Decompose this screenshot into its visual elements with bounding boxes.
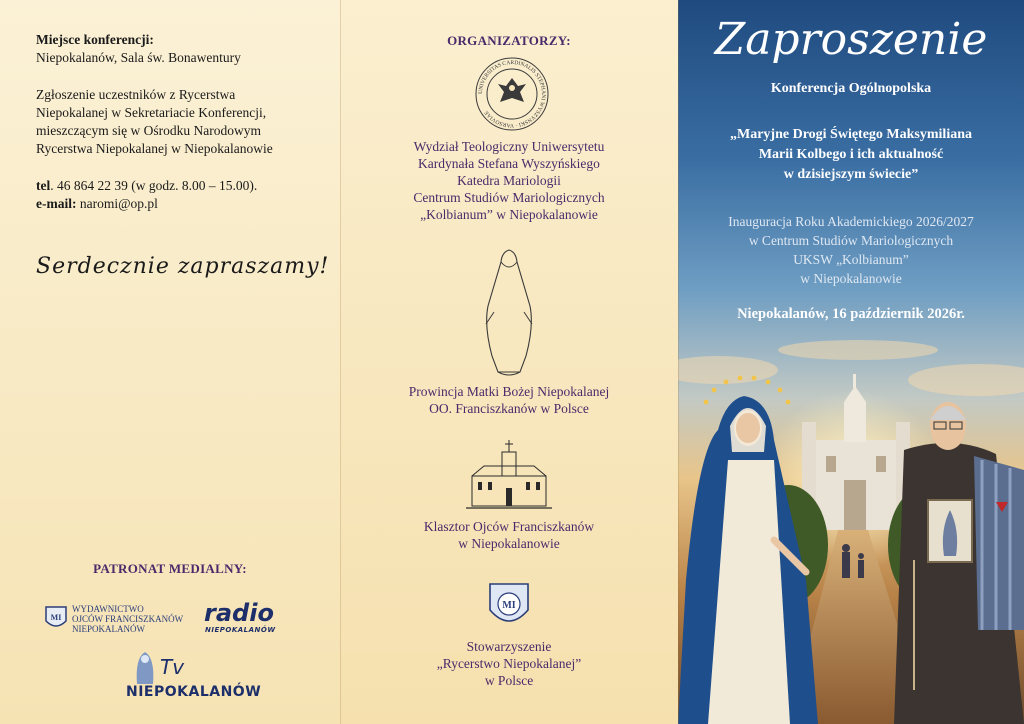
phone-label: tel bbox=[36, 178, 51, 193]
org3-line-1: Klasztor Ojców Franciszkanów bbox=[423, 519, 595, 534]
right-panel bbox=[678, 0, 1024, 724]
org2-line-1: Prowincja Matki Bożej Niepokalanej bbox=[408, 384, 610, 399]
org1-line-3: Katedra Mariologii bbox=[457, 173, 561, 188]
seal-lettering: UNIVERSITAS CARDINALIS STEPHANI WYSZYNSKI · VARSOVIAE bbox=[477, 59, 547, 129]
venue-value: Niepokalanów, Sala św. Bonawentury bbox=[36, 50, 241, 65]
registration-line-4: Rycerstwa Niepokalanej w Niepokalanowie bbox=[36, 141, 273, 156]
inauguration-line-4: w Niepokalanowie bbox=[800, 271, 902, 286]
org2-line-2: OO. Franciszkanów w Polsce bbox=[429, 401, 589, 416]
conference-title-line-2: Marii Kolbego i ich aktualność bbox=[758, 147, 944, 162]
phone-line bbox=[36, 177, 257, 195]
fold-line-right bbox=[678, 0, 679, 724]
left-panel bbox=[0, 0, 340, 724]
middle-panel bbox=[340, 0, 678, 724]
org4-line-2: „Rycerstwo Niepokalanej” bbox=[436, 656, 582, 671]
tv-figure-icon bbox=[128, 650, 162, 686]
event-date: Niepokalanów, 16 październik 2026r. bbox=[737, 306, 965, 322]
mi-shield-logo bbox=[486, 580, 532, 632]
conference-title-line-3: w dzisiejszym świecie” bbox=[783, 167, 919, 182]
inauguration-line-2: w Centrum Studiów Mariologicznych bbox=[748, 233, 954, 248]
registration-line-2: Niepokalanej w Sekretariacie Konferencji, bbox=[36, 105, 267, 120]
org3-line-2: w Niepokalanowie bbox=[458, 536, 560, 551]
email-label: e-mail: bbox=[36, 196, 77, 211]
radio-logo-sub: NIEPOKALANÓW bbox=[205, 626, 276, 634]
fold-line-left bbox=[340, 0, 341, 724]
org4-line-3: w Polsce bbox=[484, 673, 534, 688]
phone-value: . 46 864 22 39 (w godz. 8.00 – 15.00). bbox=[50, 178, 258, 193]
email-line bbox=[36, 195, 158, 213]
tv-logo-sub: NIEPOKALANÓW bbox=[126, 684, 262, 700]
kolbe-figure bbox=[894, 402, 1024, 724]
media-heading: PATRONAT MEDIALNY: bbox=[93, 561, 247, 576]
invitation-title: Zaproszenie bbox=[714, 14, 988, 65]
publisher-mi-text: MI bbox=[50, 613, 62, 622]
monastery-drawing-icon bbox=[464, 438, 554, 514]
university-seal-logo bbox=[474, 56, 550, 132]
org1-line-5: „Kolbianum” w Niepokalanowie bbox=[420, 207, 598, 222]
conference-subtitle: Konferencja Ogólnopolska bbox=[770, 81, 932, 96]
clouds bbox=[678, 340, 1024, 396]
email-value[interactable]: naromi@op.pl bbox=[79, 196, 158, 211]
org1-line-2: Kardynała Stefana Wyszyńskiego bbox=[418, 156, 600, 171]
radio-logo: radio bbox=[204, 599, 274, 627]
venue-label: Miejsce konferencji: bbox=[36, 32, 154, 47]
tv-logo-text: Tv bbox=[160, 655, 185, 679]
publisher-line-2: OJCÓW FRANCISZKANÓW bbox=[72, 614, 184, 624]
conference-title-line-1: „Maryjne Drogi Świętego Maksymiliana bbox=[730, 127, 972, 142]
registration-line-1: Zgłoszenie uczestników z Rycerstwa bbox=[36, 87, 236, 102]
cover-illustration bbox=[678, 330, 1024, 724]
org4-line-1: Stowarzyszenie bbox=[466, 639, 552, 654]
mi-shield-text: MI bbox=[502, 600, 516, 611]
registration-line-3: mieszczącym się w Ośrodku Narodowym bbox=[36, 123, 261, 138]
immaculata-outline-icon bbox=[480, 246, 538, 376]
publisher-line-3: NIEPOKALANÓW bbox=[72, 624, 145, 634]
organizers-heading: ORGANIZATORZY: bbox=[447, 33, 571, 48]
inauguration-line-3: UKSW „Kolbianum” bbox=[793, 252, 909, 267]
org1-line-4: Centrum Studiów Mariologicznych bbox=[413, 190, 605, 205]
publisher-line-1: WYDAWNICTWO bbox=[72, 604, 144, 614]
franciscan-publisher-logo bbox=[44, 605, 68, 631]
org1-line-1: Wydział Teologiczny Uniwersytetu bbox=[413, 139, 605, 154]
publisher-name bbox=[72, 604, 183, 634]
invite-text: Serdecznie zapraszamy! bbox=[36, 254, 330, 279]
inauguration-line-1: Inauguracja Roku Akademickiego 2026/2027 bbox=[728, 214, 974, 229]
